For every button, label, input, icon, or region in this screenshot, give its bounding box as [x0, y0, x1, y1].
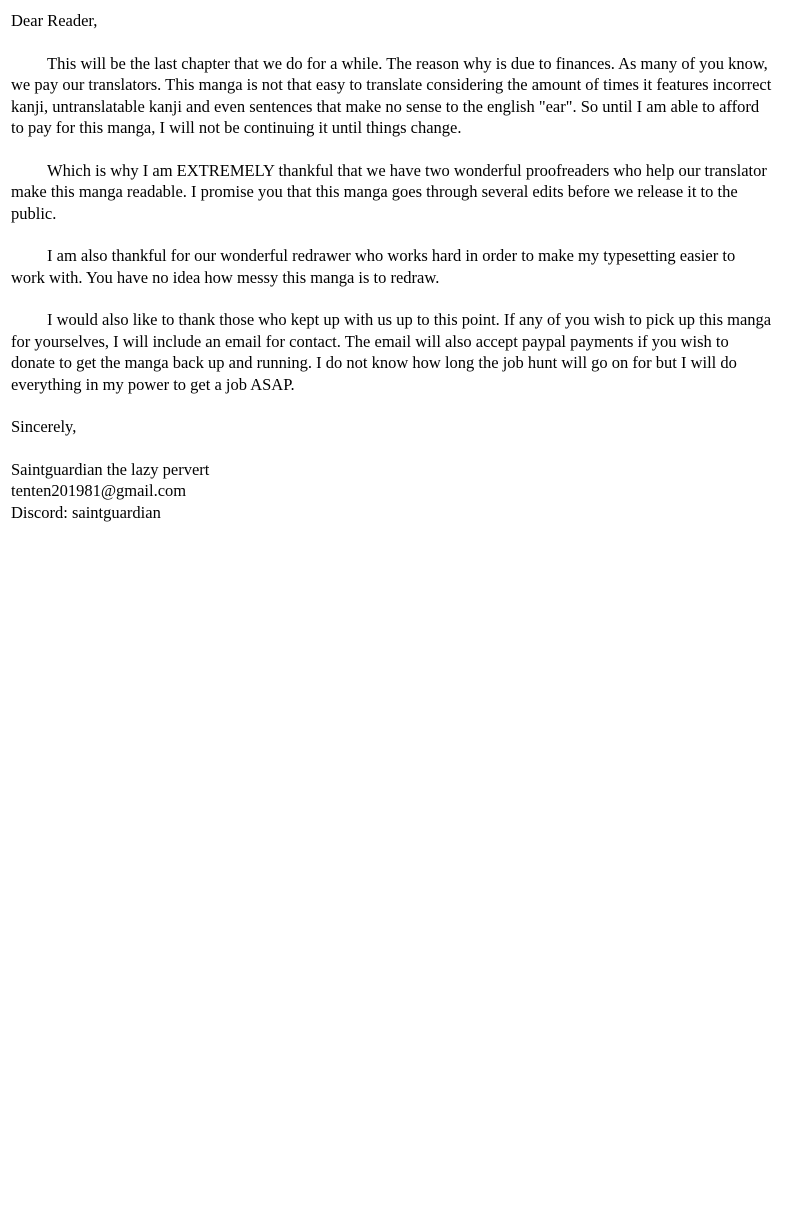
paragraph-1: This will be the last chapter that we do for a while. The reason why is due to finances. As many of you know, we pay our translators. This manga is not that easy to translate considering the amount of times it features incorrect kanji, untranslatable kanji and even sentences that make no sense to the english "ear". So until I am able to afford to pay for this manga, I will not be continuing it until things change. [11, 53, 772, 137]
letter-body [11, 8, 772, 523]
paragraph-4: I would also like to thank those who kept up with us up to this point. If any of you wish to pick up this manga for yourselves, I will include an email for contact. The email will also accept paypal payments if you wish to donate to get the manga back up and running. I do not know how long the job hunt will go on for but I will do everything in my power to get a job ASAP. [11, 310, 772, 394]
paragraph-3: I am also thankful for our wonderful redrawer who works hard in order to make my typesetting easier to work with. You have no idea how messy this manga is to redraw. [11, 246, 736, 287]
signature-block [11, 459, 772, 524]
closing: Sincerely, [11, 417, 77, 436]
signature-name: Saintguardian the lazy pervert [11, 459, 210, 479]
contact-email: tenten201981@gmail.com [11, 481, 187, 500]
paragraph-2: Which is why I am EXTREMELY thankful that we have two wonderful proofreaders who help our translator make this manga readable. I promise you that this manga goes through several edits before we release it to the public. [11, 160, 767, 223]
contact-discord: Discord: saintguardian [11, 502, 161, 522]
salutation: Dear Reader, [11, 11, 98, 30]
